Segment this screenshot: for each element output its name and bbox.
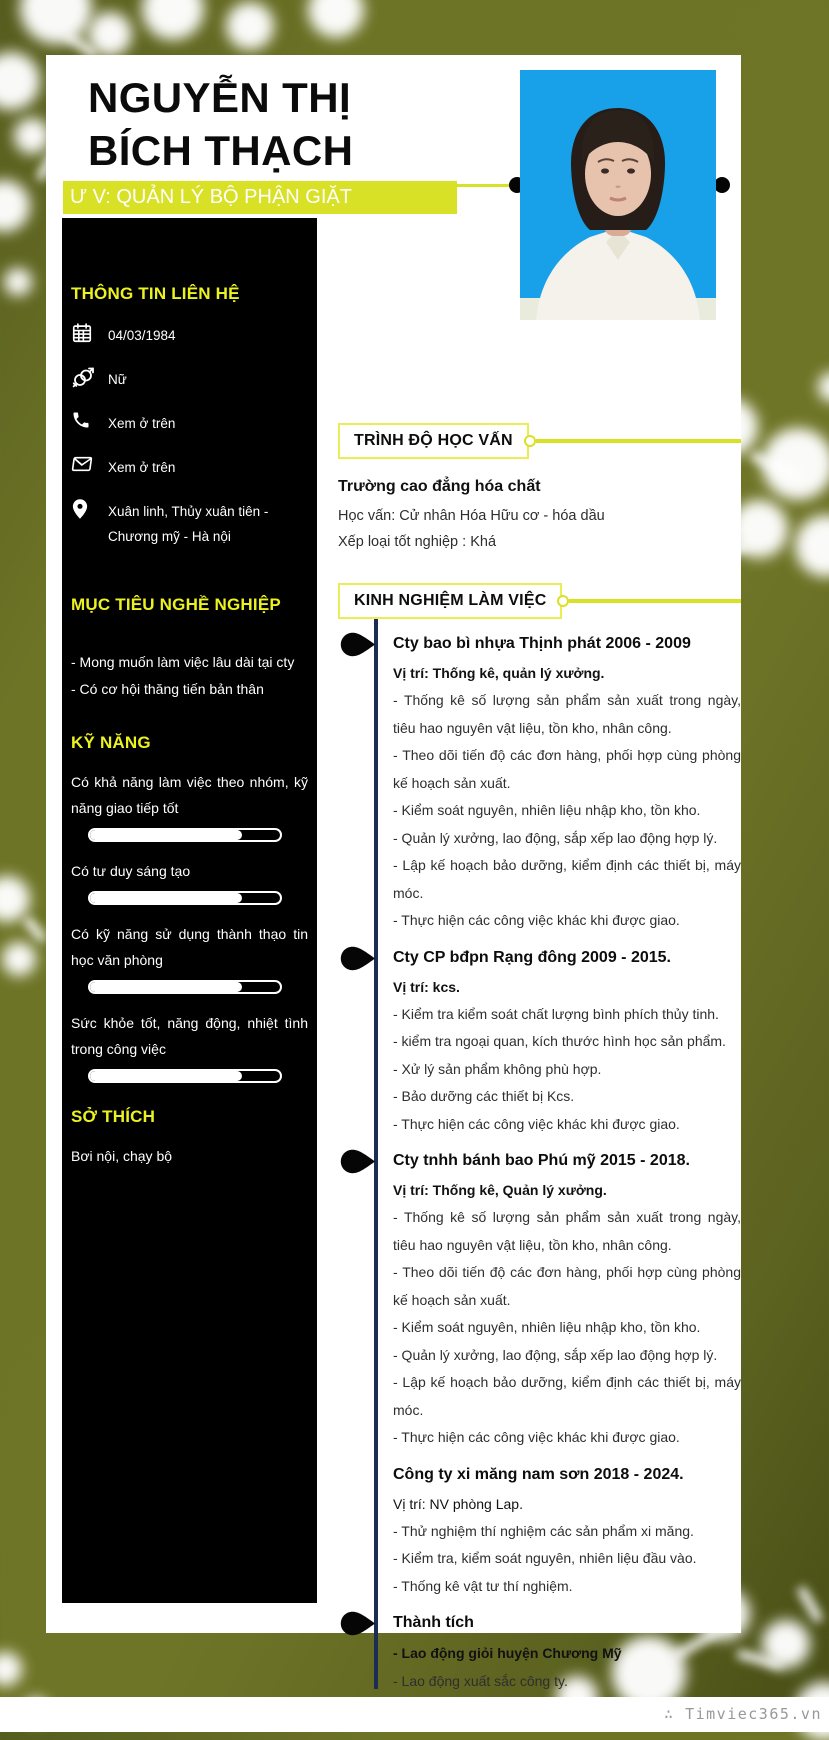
envelope-icon: [71, 452, 97, 474]
contact-text: 04/03/1984: [108, 328, 176, 343]
job-duty: - Kiểm soát nguyên, nhiên liệu nhập kho, tồn kho.: [393, 802, 701, 818]
job-duty: - Thống kê số lượng sản phẩm sản xuất trong ngày, tiêu hao nguyên vật liệu, tồn kho, nhân công.: [393, 1209, 741, 1253]
applied-position-bar: Ư V: QUẢN LÝ BỘ PHẬN GIẶT: [63, 181, 457, 214]
job-duty: - Thử nghiệm thí nghiệm các sản phẩm xi măng.: [393, 1522, 694, 1539]
experience-entry: [338, 1463, 741, 1601]
position-line: Vị trí: Thống kê, Quản lý xưởng.: [393, 1182, 607, 1198]
molecule-blob: [0, 180, 30, 232]
molecule-bond: [796, 1585, 824, 1624]
job-duty: - Lao động xuất sắc công ty.: [393, 1672, 568, 1689]
skill-label: Có tư duy sáng tạo: [71, 863, 191, 879]
skill-label: Có khả năng làm việc theo nhóm, kỹ năng giao tiếp tốt: [71, 774, 308, 816]
skill-progress-fill: [90, 1071, 242, 1081]
main-column: [338, 423, 741, 1706]
timeline-marker-icon: [340, 946, 376, 971]
location-pin-icon: [71, 496, 97, 520]
contact-item: [71, 320, 308, 348]
skill-progress-bar: [88, 980, 282, 994]
connector-ring-icon: [524, 435, 536, 447]
experience-entry: [338, 1611, 741, 1695]
contact-item: [71, 364, 308, 392]
contact-item: [71, 452, 308, 480]
molecule-blob: [2, 942, 36, 976]
position-line: Vị trí: NV phòng Lap.: [393, 1495, 523, 1512]
skills-heading: KỸ NĂNG: [71, 733, 151, 752]
skill-label: Có kỹ năng sử dụng thành thạo tin học văn phòng: [71, 926, 308, 968]
job-duty: - Theo dõi tiến độ các đơn hàng, phối hợp cùng phòng kế hoạch sản xuất.: [393, 1264, 741, 1308]
company-title: Công ty xi măng nam sơn 2018 - 2024.: [393, 1465, 684, 1483]
company-title: Cty tnhh bánh bao Phú mỹ 2015 - 2018.: [393, 1152, 690, 1169]
molecule-blob: [308, 0, 364, 38]
experience-entry: [338, 1149, 741, 1452]
timeline-marker-icon: [340, 1149, 376, 1174]
connector-dot-right: [714, 177, 730, 193]
skill-progress-bar: [88, 828, 282, 842]
contact-item: [71, 496, 308, 549]
molecule-blob: [0, 52, 40, 110]
skill-progress-bar: [88, 891, 282, 905]
skill-progress-fill: [90, 982, 242, 992]
contact-text: Xem ở trên: [108, 416, 176, 431]
hobbies-heading: SỞ THÍCH: [71, 1107, 156, 1126]
profile-photo: [520, 70, 716, 320]
company-title: Thành tích: [393, 1614, 474, 1631]
contact-list: [71, 320, 308, 549]
job-duty: - Theo dõi tiến độ các đơn hàng, phối hợp cùng phòng kế hoạch sản xuất.: [393, 747, 741, 791]
job-duty: - Kiểm soát nguyên, nhiên liệu nhập kho, tồn kho.: [393, 1319, 701, 1335]
job-duty: - Quản lý xưởng, lao động, sắp xếp lao động hợp lý.: [393, 1346, 718, 1363]
job-duty: - Lập kế hoạch bảo dưỡng, kiểm định các thiết bị, máy móc.: [393, 1374, 741, 1418]
job-duty: - Quản lý xưởng, lao động, sắp xếp lao động hợp lý.: [393, 829, 718, 846]
job-duty: - Thống kê số lượng sản phẩm sản xuất trong ngày, tiêu hao nguyên vật liệu, tồn kho, nhân công.: [393, 692, 741, 736]
candidate-name: [88, 71, 353, 177]
company-title: Cty bao bì nhựa Thịnh phát 2006 - 2009: [393, 635, 691, 652]
molecule-bond: [22, 915, 48, 944]
experience-timeline: [338, 619, 741, 1695]
skill-progress-bar: [88, 1069, 282, 1083]
job-duty: - Thống kê vật tư thí nghiệm.: [393, 1577, 573, 1594]
skill-label: Sức khỏe tốt, năng động, nhiệt tình trong công việc: [71, 1015, 308, 1057]
experience-entry: [338, 946, 741, 1139]
sidebar: [62, 218, 317, 1603]
job-duty: - Lao động giỏi huyện Chương Mỹ: [393, 1645, 622, 1661]
gender-icon: [71, 364, 97, 390]
molecule-blob: [14, 118, 50, 154]
contact-text: Nữ: [108, 372, 127, 387]
molecule-blob: [20, 0, 92, 44]
molecule-blob: [142, 0, 204, 40]
connector-ring-icon: [557, 595, 569, 607]
portrait-illustration: [520, 70, 716, 320]
molecule-blob: [795, 515, 829, 577]
school-name: Trường cao đẳng hóa chất: [338, 478, 541, 495]
experience-heading: KINH NGHIỆM LÀM VIỆC: [338, 583, 562, 619]
job-duty: - kiểm tra ngoại quan, kích thước hình học sản phẩm.: [393, 1033, 726, 1049]
watermark-bar: [0, 1697, 829, 1732]
job-duty: - Thực hiện các công việc khác khi được giao.: [393, 1115, 680, 1132]
position-line: Vị trí: kcs.: [393, 978, 460, 995]
molecule-blob: [818, 372, 829, 402]
timeline-marker-icon: [340, 1611, 376, 1636]
education-line: Học vấn: Cử nhân Hóa Hữu cơ - hóa dầu: [338, 508, 605, 524]
contact-item: [71, 408, 308, 436]
section-rule: [536, 439, 741, 443]
hobbies-text: Bơi nội, chạy bộ: [71, 1148, 173, 1164]
job-duty: - Thực hiện các công việc khác khi được giao.: [393, 912, 680, 928]
contact-heading: THÔNG TIN LIÊN HỆ: [71, 284, 240, 303]
phone-icon: [71, 408, 97, 430]
education-section-header: [338, 423, 741, 459]
skill-item: [71, 1010, 308, 1083]
education-heading: TRÌNH ĐỘ HỌC VẤN: [338, 423, 529, 459]
education-line: Xếp loại tốt nghiệp : Khá: [338, 534, 497, 550]
education-details: [338, 503, 741, 555]
molecule-blob: [0, 1652, 22, 1686]
experience-entry: [338, 632, 741, 935]
skill-item: [71, 921, 308, 994]
experience-section-header: [338, 583, 741, 619]
candidate-name-line1: NGUYỄN THỊ: [88, 74, 352, 121]
calendar-icon: [71, 320, 97, 344]
job-duty: - Bảo dưỡng các thiết bị Kcs.: [393, 1088, 575, 1104]
watermark-text: ∴ Timviec365.vn: [664, 1705, 822, 1723]
section-rule: [569, 599, 741, 603]
skill-item: [71, 769, 308, 842]
cv-card: [46, 55, 741, 1689]
position-line: Vị trí: Thống kê, quản lý xưởng.: [393, 665, 605, 681]
job-duty: - Kiểm tra, kiểm soát nguyên, nhiên liệu đầu vào.: [393, 1550, 697, 1566]
molecule-blob: [4, 268, 32, 296]
skills-list: [71, 769, 308, 1083]
objective-line: - Có cơ hội thăng tiến bản thân: [71, 681, 264, 697]
job-duty: - Lập kế hoạch bảo dưỡng, kiểm định các thiết bị, máy móc.: [393, 857, 741, 901]
molecule-blob: [226, 2, 274, 50]
objective-list: [71, 649, 308, 703]
contact-text: Xem ở trên: [108, 460, 176, 475]
timeline-marker-icon: [340, 632, 376, 657]
job-duty: - Kiểm tra kiểm soát chất lượng bình phích thủy tinh.: [393, 1005, 719, 1022]
skill-progress-fill: [90, 830, 242, 840]
job-duty: - Thực hiện các công việc khác khi được giao.: [393, 1429, 680, 1445]
objective-line: - Mong muốn làm việc lâu dài tại cty: [71, 654, 295, 670]
company-title: Cty CP bđpn Rạng đông 2009 - 2015.: [393, 948, 671, 966]
objective-heading: MỤC TIÊU NGHỀ NGHIỆP: [71, 595, 281, 614]
molecule-blob: [0, 876, 30, 922]
contact-text: Xuân linh, Thủy xuân tiên - Chương mỹ - Hà nội: [108, 504, 269, 544]
candidate-name-line2: BÍCH THẠCH: [88, 127, 354, 174]
skill-item: [71, 858, 308, 905]
skill-progress-fill: [90, 893, 242, 903]
job-duty: - Xử lý sản phẩm không phù hợp.: [393, 1060, 602, 1077]
